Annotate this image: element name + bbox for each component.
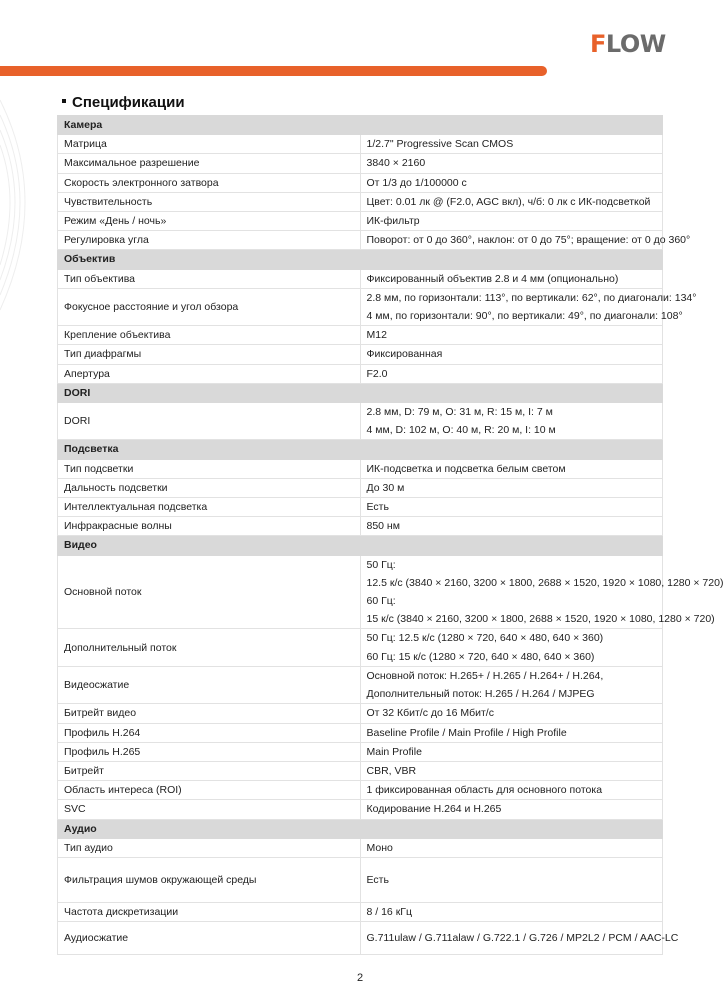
- spec-label: Профиль H.264: [58, 723, 361, 742]
- spec-table: [57, 115, 723, 955]
- spec-row: [58, 231, 663, 250]
- spec-value-line: ИК-подсветка и подсветка белым светом: [366, 462, 566, 475]
- spec-value: [360, 478, 663, 497]
- spec-label: Интеллектуальная подсветка: [58, 498, 361, 517]
- spec-row: [58, 269, 663, 288]
- spec-value-line: Есть: [366, 501, 389, 514]
- spec-value: [360, 231, 691, 250]
- section-header: [58, 819, 663, 838]
- spec-value-line: Кодирование H.264 и H.265: [366, 803, 502, 816]
- spec-value: [360, 781, 663, 800]
- spec-label: Скорость электронного затвора: [58, 173, 361, 192]
- section-header: [58, 383, 663, 402]
- spec-label: Инфракрасные волны: [58, 517, 361, 536]
- spec-value-line: 12.5 к/с (3840 × 2160, 3200 × 1800, 2688 × 1520, 1920 × 1080, 1280 × 720): [366, 576, 723, 589]
- spec-value: [360, 555, 723, 629]
- spec-value: [360, 666, 663, 703]
- section-title: Объектив: [58, 250, 663, 269]
- spec-value-line: Дополнительный поток: H.265 / H.264 / MJPEG: [366, 688, 595, 701]
- spec-value-line: Фиксированный объектив 2.8 и 4 мм (опционально): [366, 272, 619, 285]
- spec-row: [58, 723, 663, 742]
- spec-label: Частота дискретизации: [58, 902, 361, 921]
- spec-label: Фокусное расстояние и угол обзора: [58, 288, 361, 325]
- spec-label: Крепление объектива: [58, 326, 361, 345]
- spec-value-line: Основной поток: H.265+ / H.265 / H.264+ / H.264,: [366, 669, 604, 682]
- spec-row: [58, 154, 663, 173]
- spec-value-line: 60 Гц:: [366, 595, 396, 608]
- spec-row: [58, 838, 663, 857]
- spec-label: Тип объектива: [58, 269, 361, 288]
- section-title: DORI: [58, 383, 663, 402]
- spec-row: [58, 629, 663, 666]
- spec-value: [360, 135, 663, 154]
- header-accent-bar: [0, 66, 547, 76]
- spec-value: [360, 345, 663, 364]
- spec-label: Матрица: [58, 135, 361, 154]
- spec-value: [360, 800, 663, 819]
- spec-label: Аудиосжатие: [58, 922, 361, 955]
- spec-label: Чувствительность: [58, 192, 361, 211]
- section-header: [58, 116, 663, 135]
- spec-label: DORI: [58, 403, 361, 440]
- spec-row: [58, 742, 663, 761]
- content: [57, 115, 723, 985]
- spec-label: Дополнительный поток: [58, 629, 361, 666]
- spec-value: [360, 459, 663, 478]
- spec-value: [360, 173, 663, 192]
- spec-label: Битрейт видео: [58, 704, 361, 723]
- spec-value: [360, 288, 697, 325]
- spec-label: Апертура: [58, 364, 361, 383]
- spec-value: [360, 857, 663, 902]
- spec-label: Профиль H.265: [58, 742, 361, 761]
- spec-value-line: 4 мм, по горизонтали: 90°, по вертикали: 49°, по диагонали: 108°: [366, 310, 683, 323]
- spec-value-line: 15 к/с (3840 × 2160, 3200 × 1800, 2688 × 1520, 1920 × 1080, 1280 × 720): [366, 613, 715, 626]
- spec-row: [58, 666, 663, 703]
- spec-value-line: Моно: [366, 841, 393, 854]
- spec-value: [360, 902, 663, 921]
- spec-row: [58, 345, 663, 364]
- page-number: 2: [356, 972, 364, 985]
- spec-value-line: ИК-фильтр: [366, 215, 420, 228]
- spec-value-line: Цвет: 0.01 лк @ (F2.0, AGC вкл), ч/б: 0 лк с ИК-подсветкой: [366, 195, 651, 208]
- spec-value-line: Фиксированная: [366, 348, 443, 361]
- spec-row: [58, 498, 663, 517]
- spec-value-line: 50 Гц:: [366, 558, 396, 571]
- spec-row: [58, 403, 663, 440]
- spec-value: [360, 629, 663, 666]
- spec-label: Битрейт: [58, 761, 361, 780]
- spec-value: [360, 403, 663, 440]
- spec-value: [360, 212, 663, 231]
- spec-value-line: G.711ulaw / G.711alaw / G.722.1 / G.726 / MP2L2 / PCM / AAC-LC: [366, 932, 679, 945]
- spec-value-line: 2.8 мм, D: 79 м, O: 31 м, R: 15 м, I: 7 м: [366, 406, 553, 419]
- spec-value-line: M12: [366, 329, 387, 342]
- spec-row: [58, 857, 663, 902]
- spec-value: [360, 704, 663, 723]
- spec-label: Дальность подсветки: [58, 478, 361, 497]
- title-text: Спецификации: [72, 94, 185, 111]
- spec-value-line: От 1/3 до 1/100000 с: [366, 176, 467, 189]
- spec-value: [360, 154, 663, 173]
- spec-value: [360, 838, 663, 857]
- spec-value-line: Поворот: от 0 до 360°, наклон: от 0 до 75°; вращение: от 0 до 360°: [366, 234, 691, 247]
- spec-label: Область интереса (ROI): [58, 781, 361, 800]
- spec-value: [360, 922, 679, 955]
- spec-value-line: 1 фиксированная область для основного потока: [366, 784, 603, 797]
- spec-value-line: 3840 × 2160: [366, 157, 426, 170]
- spec-value-line: 850 нм: [366, 520, 400, 533]
- spec-row: [58, 555, 663, 629]
- spec-row: [58, 212, 663, 231]
- spec-value: [360, 326, 663, 345]
- spec-row: [58, 326, 663, 345]
- spec-row: [58, 922, 663, 955]
- spec-value-line: 2.8 мм, по горизонтали: 113°, по вертикали: 62°, по диагонали: 134°: [366, 291, 697, 304]
- spec-label: Тип аудио: [58, 838, 361, 857]
- spec-row: [58, 781, 663, 800]
- section-header: [58, 440, 663, 459]
- spec-label: Тип диафрагмы: [58, 345, 361, 364]
- section-header: [58, 536, 663, 555]
- spec-label: Тип подсветки: [58, 459, 361, 478]
- decorative-curves: [0, 80, 60, 320]
- spec-value-line: 1/2.7" Progressive Scan CMOS: [366, 138, 514, 151]
- spec-value-line: CBR, VBR: [366, 764, 417, 777]
- spec-row: [58, 459, 663, 478]
- flow-logo: FLOW: [590, 30, 666, 58]
- section-title: Аудио: [58, 819, 663, 838]
- spec-value: [360, 517, 663, 536]
- section-header: [58, 250, 663, 269]
- spec-value-line: Есть: [366, 873, 389, 886]
- spec-value-line: До 30 м: [366, 481, 405, 494]
- page-title: [62, 93, 185, 112]
- spec-label: Режим «День / ночь»: [58, 212, 361, 231]
- spec-label: Регулировка угла: [58, 231, 361, 250]
- spec-value-line: От 32 Кбит/с до 16 Мбит/с: [366, 707, 494, 720]
- spec-value-line: Main Profile: [366, 745, 422, 758]
- spec-value: [360, 364, 663, 383]
- spec-row: [58, 517, 663, 536]
- spec-label: Максимальное разрешение: [58, 154, 361, 173]
- spec-row: [58, 902, 663, 921]
- spec-value: [360, 498, 663, 517]
- spec-value-line: 60 Гц: 15 к/с (1280 × 720, 640 × 480, 640 × 360): [366, 650, 595, 663]
- spec-value: [360, 192, 663, 211]
- section-title: Видео: [58, 536, 663, 555]
- spec-value-line: 8 / 16 кГц: [366, 905, 412, 918]
- spec-row: [58, 364, 663, 383]
- spec-value: [360, 269, 663, 288]
- spec-value-line: F2.0: [366, 367, 388, 380]
- spec-value-line: 4 мм, D: 102 м, O: 40 м, R: 20 м, I: 10 м: [366, 424, 556, 437]
- spec-row: [58, 192, 663, 211]
- spec-value: [360, 761, 663, 780]
- bullet-icon: [62, 99, 66, 103]
- spec-value-line: Baseline Profile / Main Profile / High Profile: [366, 726, 567, 739]
- section-title: Камера: [58, 116, 663, 135]
- spec-row: [58, 135, 663, 154]
- spec-row: [58, 800, 663, 819]
- spec-row: [58, 288, 663, 325]
- spec-value: [360, 742, 663, 761]
- spec-value-line: 50 Гц: 12.5 к/с (1280 × 720, 640 × 480, 640 × 360): [366, 632, 604, 645]
- spec-value: [360, 723, 663, 742]
- spec-row: [58, 704, 663, 723]
- section-title: Подсветка: [58, 440, 663, 459]
- spec-label: Основной поток: [58, 555, 361, 629]
- spec-row: [58, 761, 663, 780]
- spec-row: [58, 478, 663, 497]
- spec-label: Видеосжатие: [58, 666, 361, 703]
- spec-row: [58, 173, 663, 192]
- spec-label: Фильтрация шумов окружающей среды: [58, 857, 361, 902]
- spec-label: SVC: [58, 800, 361, 819]
